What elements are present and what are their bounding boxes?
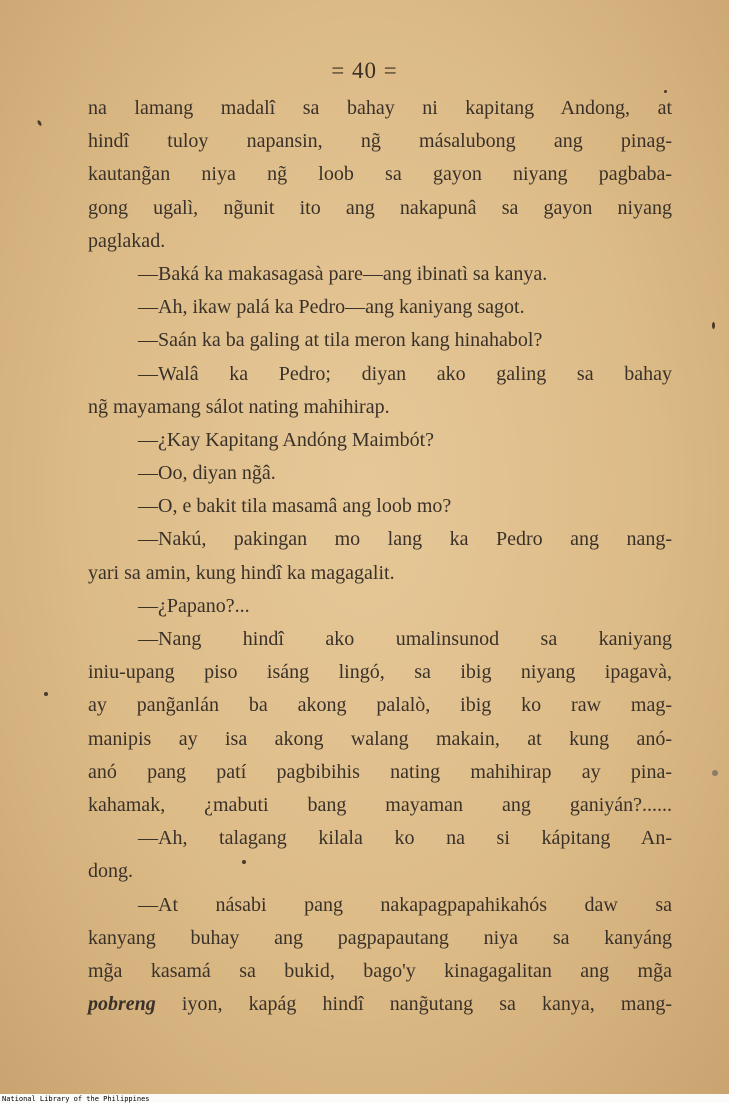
- text-line: dong.: [88, 860, 133, 883]
- text-line: yari sa amin, kung hindî ka magagalit.: [88, 561, 395, 584]
- text-line: kahamak, ¿mabuti bang mayaman ang ganiyán?......: [88, 793, 672, 816]
- text-line: hindî tuloy napansin, ng̃ másalubong ang pinag-: [88, 130, 672, 153]
- scan-speck: [242, 860, 246, 864]
- text-line: —At násabi pang nakapagpapahikahós daw sa: [138, 893, 672, 916]
- text-line: gong ugalì, ng̃unit ito ang nakapunâ sa gayon niyang: [88, 196, 672, 219]
- text-line: ay pang̃anlán ba akong palalò, ibig ko raw mag-: [88, 694, 672, 717]
- scan-speck: [712, 770, 718, 776]
- footer-attribution: National Library of the Philippines: [2, 1095, 150, 1103]
- text-line: —¿Kay Kapitang Andóng Maimbót?: [138, 428, 435, 451]
- text-line: kautang̃an niya ng̃ loob sa gayon niyang pagbaba-: [88, 163, 672, 186]
- scan-speck: [712, 322, 715, 329]
- text-line: anó pang patí pagbibihis nating mahihirap ay pina-: [88, 760, 672, 783]
- scan-speck: [44, 692, 48, 696]
- scan-speck: [664, 90, 667, 93]
- text-line: na lamang madalî sa bahay ni kapitang Andong, at: [88, 97, 672, 119]
- body-text: [88, 92, 672, 1021]
- text-line: ng̃ mayamang sálot nating mahihirap.: [88, 395, 390, 418]
- text-line: —Baká ka makasagasà pare—ang ibinatì sa kanya.: [138, 262, 548, 285]
- text-line: —Oo, diyan ng̃â.: [138, 462, 276, 485]
- text-line: —Nang hindî ako umalinsunod sa kaniyang: [138, 628, 672, 650]
- text-line: mg̃a kasamá sa bukid, bago'y kinagagalitan ang mg̃a: [88, 959, 672, 982]
- text-line: —O, e bakit tila masamâ ang loob mo?: [138, 495, 452, 518]
- text-line: —Ah, ikaw palá ka Pedro—ang kaniyang sagot.: [138, 296, 525, 319]
- text-line: —Walâ ka Pedro; diyan ako galing sa bahay: [138, 362, 672, 385]
- text-line: iniu-upang piso isáng lingó, sa ibig niyang ipagavà,: [88, 661, 672, 684]
- scan-speck: [37, 120, 43, 127]
- text-line: kanyang buhay ang pagpapautang niya sa kanyáng: [88, 926, 672, 949]
- text-line: [88, 988, 672, 1021]
- italic-word: pobreng: [88, 993, 156, 1016]
- text-line: manipis ay isa akong walang makain, at kung anó-: [88, 727, 672, 750]
- text-line: —Saán ka ba galing at tila meron kang hinahabol?: [138, 329, 543, 352]
- text-line: —Ah, talagang kilala ko na si kápitang An-: [138, 827, 672, 850]
- text-line: paglakad.: [88, 229, 166, 252]
- text-line-rest: iyon, kapág hindî nang̃utang sa kanya, mang-: [155, 993, 672, 1016]
- text-line: —¿Papano?...: [138, 594, 250, 617]
- page-number: = 40 =: [331, 58, 398, 83]
- text-line: —Nakú, pakingan mo lang ka Pedro ang nang-: [138, 528, 672, 551]
